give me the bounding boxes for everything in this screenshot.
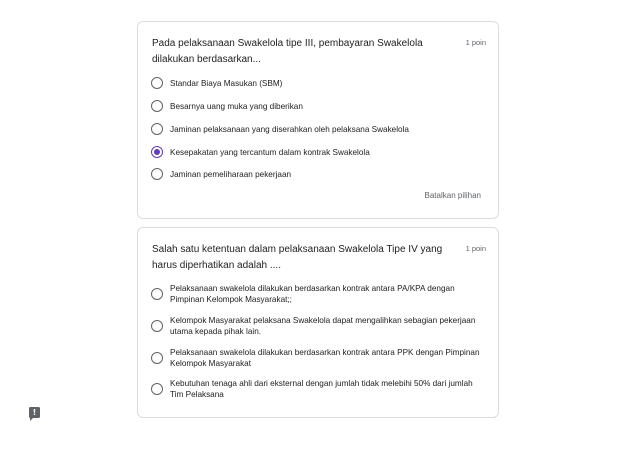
question-card-1 bbox=[137, 21, 499, 219]
option-tenaga-ahli-eksternal[interactable] bbox=[151, 378, 486, 400]
radio-button[interactable] bbox=[151, 100, 163, 112]
points-label: 1 poin bbox=[465, 244, 486, 253]
clear-selection-button[interactable]: Batalkan pilihan bbox=[424, 191, 481, 200]
radio-button[interactable] bbox=[151, 123, 163, 135]
points-label: 1 poin bbox=[465, 38, 486, 47]
report-problem-icon[interactable]: ! bbox=[29, 407, 40, 418]
radio-button[interactable] bbox=[151, 288, 163, 300]
option-label: Jaminan pelaksanaan yang diserahkan oleh pelaksana Swakelola bbox=[170, 124, 409, 134]
option-label: Besarnya uang muka yang diberikan bbox=[170, 101, 303, 111]
option-label: Standar Biaya Masukan (SBM) bbox=[170, 78, 283, 88]
option-besarnya-uang-muka[interactable] bbox=[151, 100, 486, 112]
question-text: Pada pelaksanaan Swakelola tipe III, pembayaran Swakelola dilakukan berdasarkan... bbox=[152, 38, 423, 65]
option-kontrak-ppk[interactable] bbox=[151, 347, 486, 369]
option-jaminan-pemeliharaan[interactable] bbox=[151, 168, 486, 180]
question-text: Salah satu ketentuan dalam pelaksanaan Swakelola Tipe IV yang harus diperhatikan adalah .... bbox=[152, 244, 443, 271]
radio-button-selected[interactable] bbox=[151, 146, 163, 158]
option-label: Pelaksanaan swakelola dilakukan berdasarkan kontrak antara PA/KPA dengan Pimpinan Kelompok Masyarakat;; bbox=[170, 284, 455, 304]
radio-button[interactable] bbox=[151, 383, 163, 395]
option-kesepakatan-kontrak[interactable] bbox=[151, 146, 486, 158]
option-label: Kesepakatan yang tercantum dalam kontrak Swakelola bbox=[170, 147, 370, 157]
option-label: Kelompok Masyarakat pelaksana Swakelola dapat mengalihkan sebagian pekerjaan utama kepada pihak lain. bbox=[170, 316, 476, 336]
question-card-2 bbox=[137, 227, 499, 418]
option-kontrak-pa-kpa[interactable] bbox=[151, 283, 486, 305]
option-mengalihkan-pekerjaan[interactable] bbox=[151, 315, 486, 337]
option-jaminan-pelaksanaan[interactable] bbox=[151, 123, 486, 135]
radio-button[interactable] bbox=[151, 77, 163, 89]
option-label: Jaminan pemeliharaan pekerjaan bbox=[170, 169, 292, 179]
radio-button[interactable] bbox=[151, 352, 163, 364]
option-label: Kebutuhan tenaga ahli dari eksternal dengan jumlah tidak melebihi 50% dari jumlah Tim Pelaksana bbox=[170, 379, 473, 399]
option-label: Pelaksanaan swakelola dilakukan berdasarkan kontrak antara PPK dengan Pimpinan Kelompok Masyarakat bbox=[170, 348, 480, 368]
radio-button[interactable] bbox=[151, 168, 163, 180]
option-standar-biaya-masukan[interactable] bbox=[151, 77, 486, 89]
radio-button[interactable] bbox=[151, 320, 163, 332]
